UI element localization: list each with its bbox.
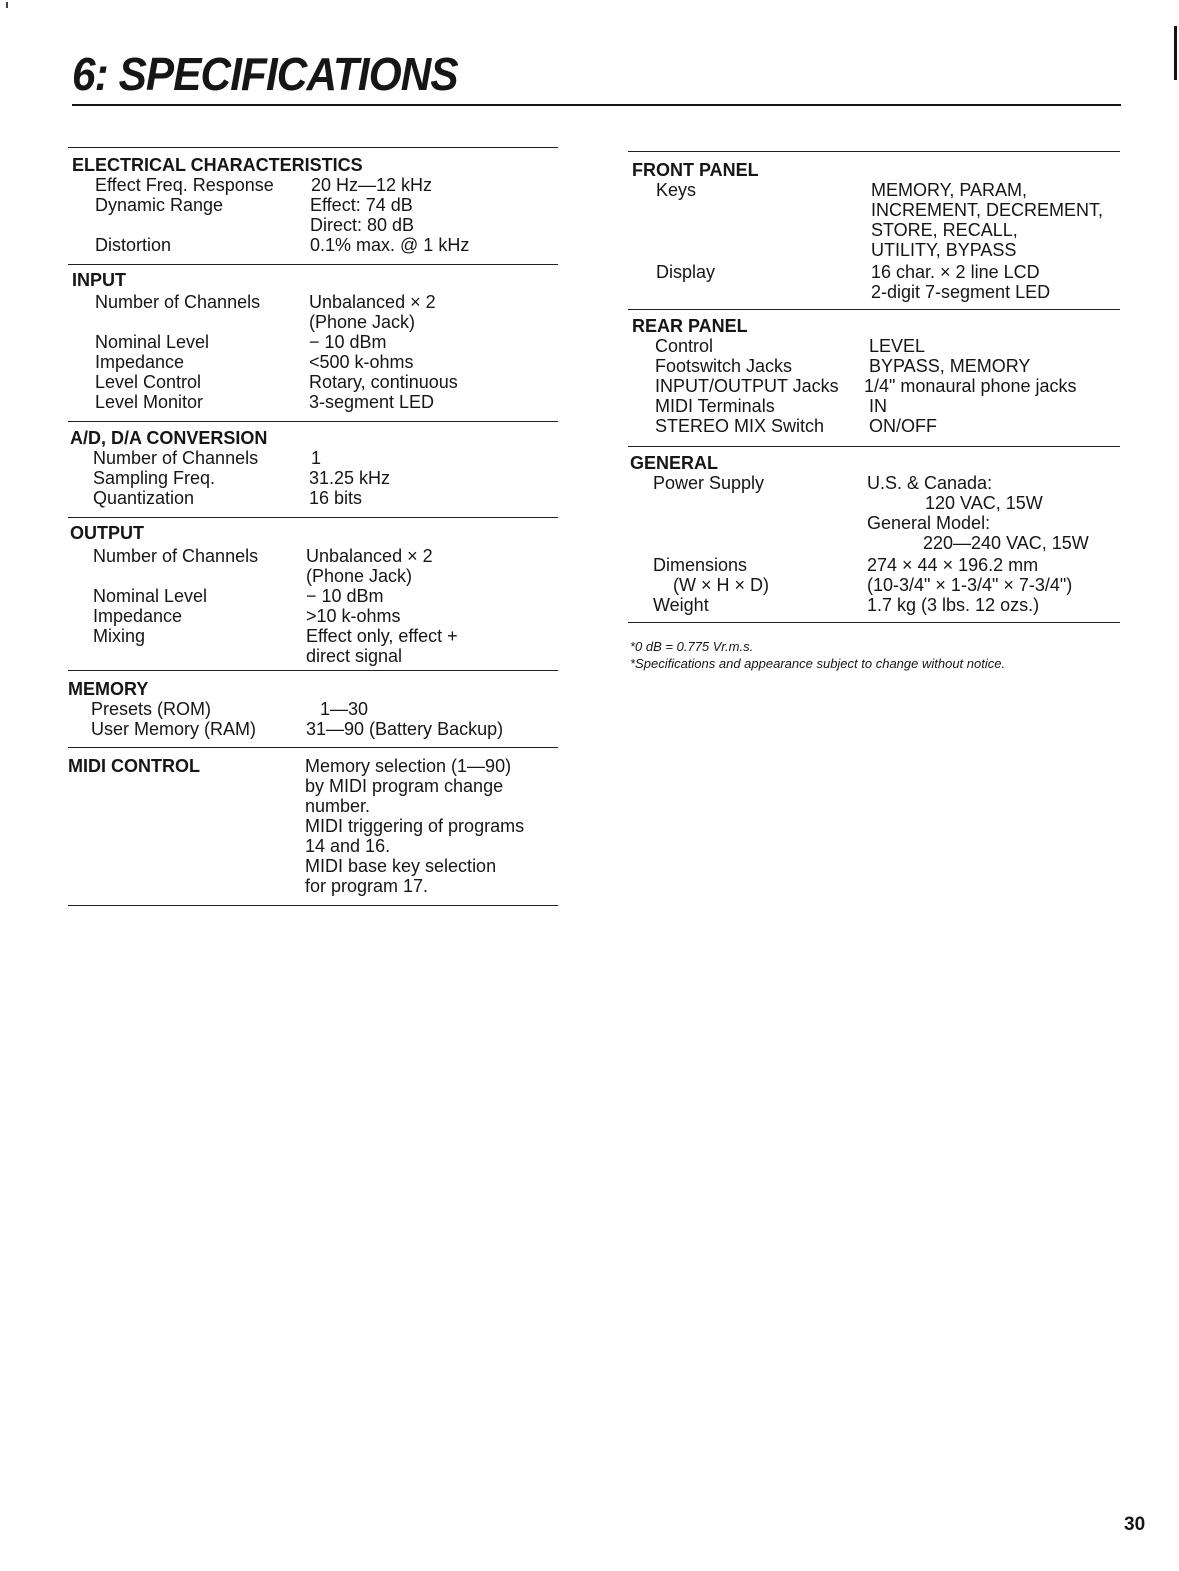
midi-line: 14 and 16. — [305, 836, 391, 856]
spec-label: Level Control — [95, 372, 202, 392]
spec-value: MEMORY, PARAM, — [871, 180, 1028, 200]
spec-value: Rotary, continuous — [309, 372, 458, 392]
spec-value: (Phone Jack) — [306, 566, 413, 586]
section-heading: A/D, D/A CONVERSION — [70, 428, 268, 448]
spec-value: BYPASS, MEMORY — [869, 356, 1031, 376]
section-rule — [68, 517, 558, 518]
section-heading: ELECTRICAL CHARACTERISTICS — [72, 155, 363, 175]
spec-value: 20 Hz—12 kHz — [311, 175, 433, 195]
spec-row — [68, 546, 558, 586]
section-rule — [68, 905, 558, 906]
section-heading: OUTPUT — [70, 523, 144, 543]
section-input — [68, 264, 558, 412]
spec-value: ON/OFF — [869, 416, 937, 436]
spec-row — [68, 352, 558, 372]
spec-row — [68, 719, 558, 741]
section-heading: GENERAL — [630, 453, 719, 473]
spec-row — [628, 555, 1120, 595]
section-general — [628, 446, 1120, 617]
spec-label: User Memory (RAM) — [91, 719, 256, 739]
spec-value: >10 k-ohms — [306, 606, 401, 626]
section-rule — [628, 446, 1120, 447]
spec-value: 274 × 44 × 196.2 mm — [867, 555, 1039, 575]
spec-row — [68, 606, 558, 626]
spec-row — [68, 332, 558, 352]
spec-row — [68, 699, 558, 719]
midi-line: number. — [305, 796, 371, 816]
spec-label: Keys — [656, 180, 697, 200]
midi-line: Memory selection (1—90) — [305, 756, 512, 776]
spec-row — [628, 262, 1120, 302]
section-rule — [68, 670, 558, 671]
spec-value: Unbalanced × 2 — [309, 292, 436, 312]
spec-row — [628, 180, 1120, 262]
section-midi-control — [68, 747, 558, 896]
section-heading: REAR PANEL — [632, 316, 748, 336]
section-rear-panel — [628, 309, 1120, 436]
spec-label: Power Supply — [653, 473, 765, 493]
spec-value: 31.25 kHz — [309, 468, 391, 488]
spec-value: U.S. & Canada: — [867, 473, 993, 493]
midi-line: MIDI triggering of programs — [305, 816, 525, 836]
spec-label: Impedance — [93, 606, 183, 626]
section-rule — [68, 264, 558, 265]
spec-label: Number of Channels — [93, 546, 259, 566]
spec-value: (Phone Jack) — [309, 312, 416, 332]
spec-row — [68, 175, 558, 195]
midi-control-row — [68, 756, 558, 896]
section-rule — [68, 147, 558, 148]
section-rule — [628, 309, 1120, 310]
spec-value: General Model: — [867, 513, 991, 533]
spec-value: LEVEL — [869, 336, 926, 356]
right-column — [628, 0, 1120, 1571]
spec-label: Dimensions — [653, 555, 748, 575]
spec-value: IN — [869, 396, 887, 416]
spec-value: 0.1% max. @ 1 kHz — [310, 235, 470, 255]
section-end-rule — [68, 905, 558, 906]
section-rule — [68, 747, 558, 748]
spec-row — [628, 416, 1120, 436]
spec-value: <500 k-ohms — [309, 352, 414, 372]
spec-label: MIDI Terminals — [655, 396, 775, 416]
spec-label: Sampling Freq. — [93, 468, 216, 488]
spec-label: Impedance — [95, 352, 185, 372]
section-electrical — [68, 147, 558, 257]
spec-value: Unbalanced × 2 — [306, 546, 433, 566]
spec-row — [628, 356, 1120, 376]
spec-row — [68, 372, 558, 392]
spec-value: UTILITY, BYPASS — [871, 240, 1017, 260]
spec-label: STEREO MIX Switch — [655, 416, 825, 436]
spec-label: Weight — [653, 595, 709, 615]
section-rule — [628, 622, 1120, 623]
spec-label: Nominal Level — [93, 586, 208, 606]
spec-value: Effect: 74 dB — [310, 195, 413, 215]
page-title: 6: SPECIFICATIONS — [72, 48, 458, 100]
spec-label: Mixing — [93, 626, 146, 646]
section-heading: FRONT PANEL — [632, 160, 759, 180]
section-end-rule — [628, 622, 1120, 623]
spec-row — [628, 595, 1120, 617]
midi-line: MIDI base key selection — [305, 856, 497, 876]
midi-line: by MIDI program change — [305, 776, 504, 796]
spec-label: Effect Freq. Response — [95, 175, 274, 195]
spec-value: 3-segment LED — [309, 392, 435, 412]
spec-value: STORE, RECALL, — [871, 220, 1018, 240]
spec-row — [68, 488, 558, 508]
spec-row — [628, 473, 1120, 555]
spec-label: Footswitch Jacks — [655, 356, 793, 376]
spec-value: 16 char. × 2 line LCD — [871, 262, 1040, 282]
spec-row — [68, 235, 558, 257]
spec-label: Distortion — [95, 235, 172, 255]
spec-value: 220—240 VAC, 15W — [923, 533, 1089, 553]
section-conversion — [68, 421, 558, 508]
left-column — [68, 0, 558, 1571]
spec-value: direct signal — [306, 646, 403, 666]
section-heading: MEMORY — [68, 679, 149, 699]
midi-line: for program 17. — [305, 876, 429, 896]
spec-label-sub: (W × H × D) — [673, 575, 770, 595]
spec-row — [628, 336, 1120, 356]
spec-value: INCREMENT, DECREMENT, — [871, 200, 1104, 220]
spec-label: Presets (ROM) — [91, 699, 212, 719]
spec-label: Level Monitor — [95, 392, 204, 412]
spec-value: 1—30 — [320, 699, 369, 719]
spec-label: Dynamic Range — [95, 195, 224, 215]
section-heading: MIDI CONTROL — [68, 756, 200, 776]
spec-value: 1.7 kg (3 lbs. 12 ozs.) — [867, 595, 1040, 615]
spec-value: − 10 dBm — [306, 586, 384, 606]
spec-label: Control — [655, 336, 714, 356]
section-rule — [68, 421, 558, 422]
spec-value: 1 — [311, 448, 322, 468]
spec-row — [628, 376, 1120, 396]
spec-value: 1/4" monaural phone jacks — [864, 376, 1077, 396]
section-heading: INPUT — [72, 270, 126, 290]
spec-label: Quantization — [93, 488, 195, 508]
spec-row — [68, 195, 558, 235]
spec-value: Direct: 80 dB — [310, 215, 415, 235]
spec-row — [68, 292, 558, 332]
spec-label: Number of Channels — [95, 292, 261, 312]
page-number: 30 — [1124, 1514, 1146, 1535]
section-output — [68, 517, 558, 666]
spec-label: Number of Channels — [93, 448, 259, 468]
spec-value: 120 VAC, 15W — [925, 493, 1043, 513]
spec-label: Display — [656, 262, 716, 282]
spec-row — [68, 468, 558, 488]
spec-value: (10-3/4" × 1-3/4" × 7-3/4") — [867, 575, 1073, 595]
section-rule — [628, 151, 1120, 152]
spec-value: 16 bits — [309, 488, 363, 508]
spec-row — [628, 396, 1120, 416]
page-edge-mark — [1174, 26, 1177, 80]
spec-row — [68, 626, 558, 666]
section-front-panel — [628, 151, 1120, 302]
spec-value: 2-digit 7-segment LED — [871, 282, 1051, 302]
footnote: *0 dB = 0.775 Vr.m.s. — [630, 639, 754, 654]
spec-row — [68, 586, 558, 606]
spec-row — [68, 392, 558, 412]
spec-row — [68, 448, 558, 468]
section-memory — [68, 670, 558, 741]
spec-label: INPUT/OUTPUT Jacks — [655, 376, 839, 396]
spec-value: − 10 dBm — [309, 332, 387, 352]
spec-value: Effect only, effect + — [306, 626, 458, 646]
footnote: *Specifications and appearance subject to change without notice. — [630, 656, 1006, 671]
spec-value: 31—90 (Battery Backup) — [306, 719, 504, 739]
scan-corner-mark — [6, 2, 8, 8]
spec-label: Nominal Level — [95, 332, 210, 352]
